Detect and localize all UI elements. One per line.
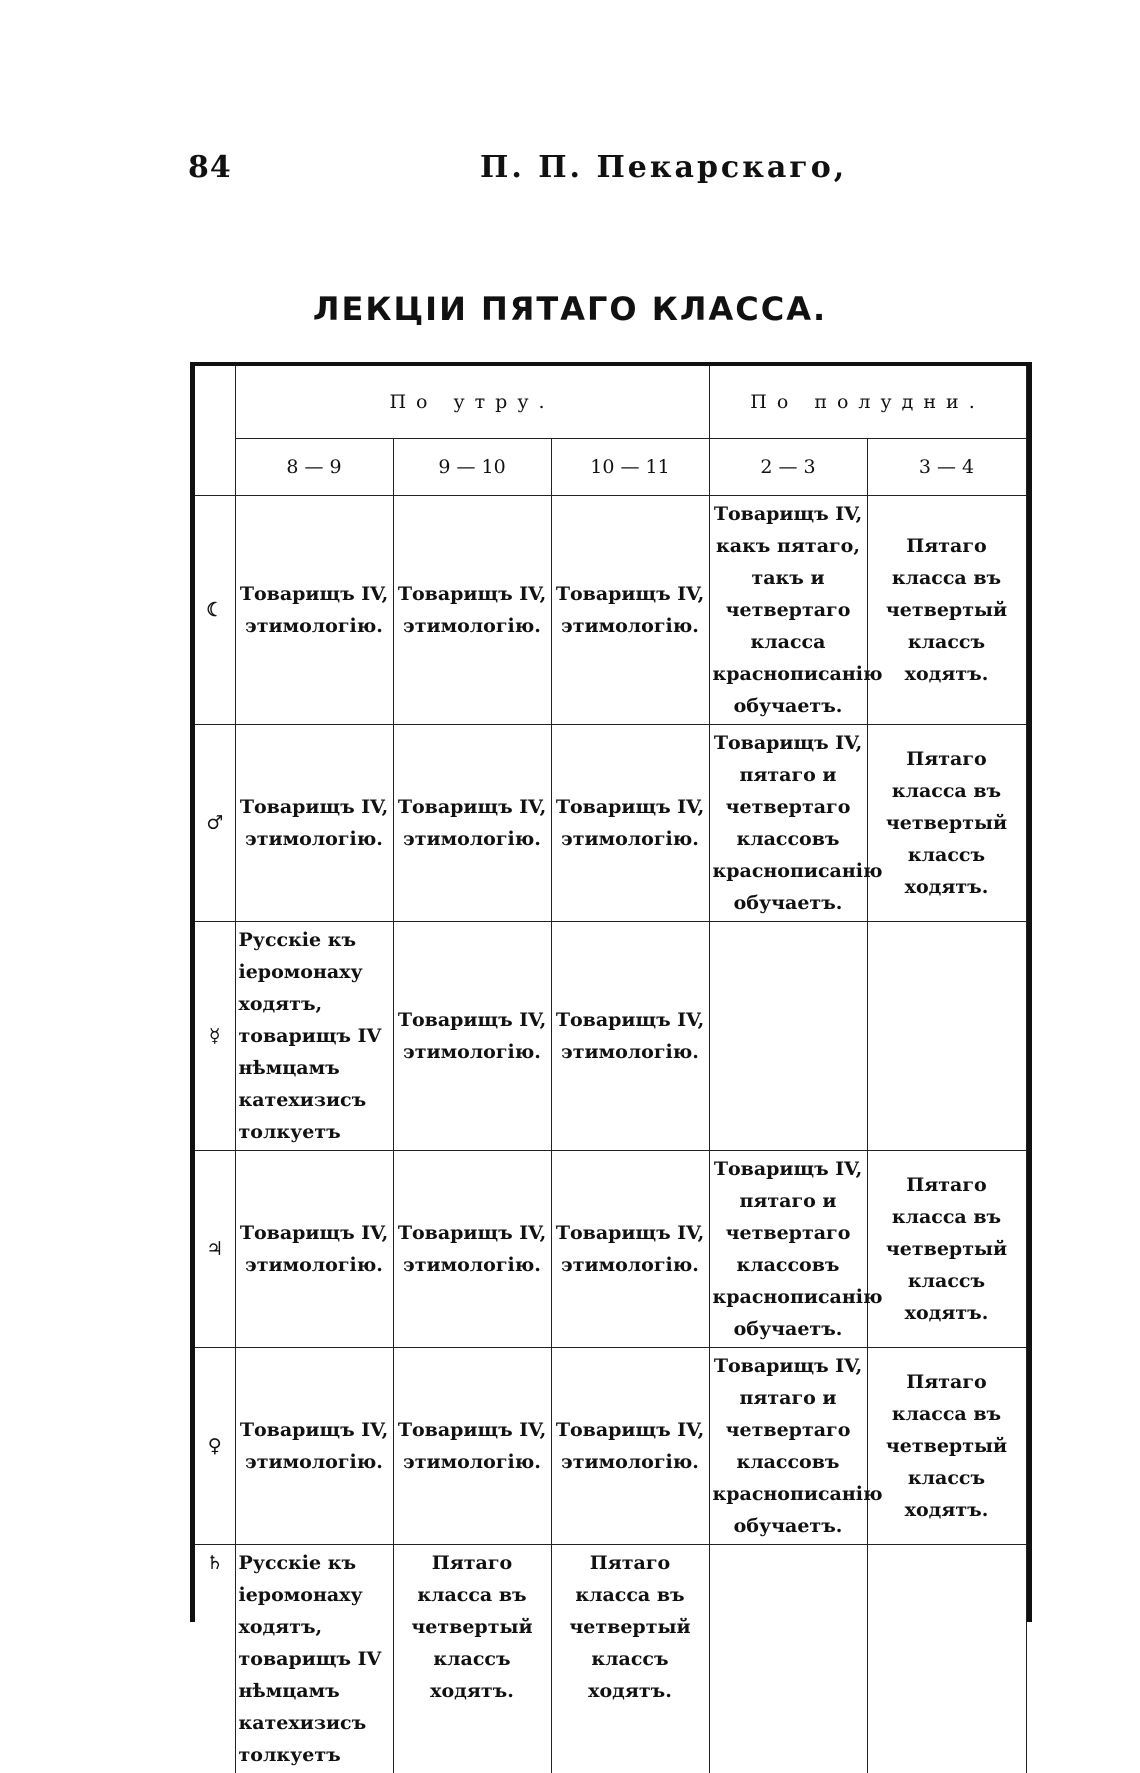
lesson-cell: Товарищъ IV, этимологію. [551, 1348, 709, 1545]
lesson-cell: Товарищъ IV, этимологію. [551, 922, 709, 1151]
lesson-cell: Русскіе къ іеромонаху ходятъ, товарищъ IV нѣмцамъ катехизисъ толкуетъ [235, 1545, 393, 1773]
period-morning: По утру. [235, 364, 709, 439]
day-symbol-thursday: ♃ [195, 1151, 235, 1348]
table-row [195, 1151, 1026, 1348]
lesson-cell: Товарищъ IV, пятаго и четвертаго классовъ краснописанію обучаетъ. [709, 725, 867, 922]
lesson-cell: Пятаго класса въ четвертый классъ ходятъ. [867, 725, 1026, 922]
hour-header: 8 — 9 [235, 439, 393, 496]
lesson-cell [867, 1545, 1026, 1773]
table-row [195, 1545, 1026, 1773]
lesson-cell: Товарищъ IV, этимологію. [393, 1348, 551, 1545]
lesson-cell: Товарищъ IV, этимологію. [551, 496, 709, 725]
lesson-cell: Пятаго класса въ четвертый классъ ходятъ. [867, 1151, 1026, 1348]
lesson-cell: Пятаго класса въ четвертый классъ ходятъ. [867, 1348, 1026, 1545]
hour-header: 10 — 11 [551, 439, 709, 496]
table-row [195, 922, 1026, 1151]
period-afternoon: По полудни. [709, 364, 1026, 439]
lesson-cell: Товарищъ IV, пятаго и четвертаго классовъ краснописанію обучаетъ. [709, 1151, 867, 1348]
lesson-cell: Русскіе къ іеромонаху ходятъ, товарищъ IV нѣмцамъ катехизисъ толкуетъ [235, 922, 393, 1151]
day-symbol-tuesday: ♂ [195, 725, 235, 922]
hour-header: 3 — 4 [867, 439, 1026, 496]
page-number: 84 [188, 150, 232, 185]
lesson-cell: Пятаго класса въ четвертый классъ ходятъ. [867, 496, 1026, 725]
hours-header-row [195, 439, 1026, 496]
lesson-cell: Товарищъ IV, этимологію. [235, 725, 393, 922]
day-symbol-saturday: ♄ [195, 1545, 235, 1773]
lesson-cell [867, 922, 1026, 1151]
table-outer-right-rule [1026, 362, 1032, 1622]
hour-header: 2 — 3 [709, 439, 867, 496]
period-header-row [195, 364, 1026, 439]
table-row [195, 496, 1026, 725]
lesson-cell: Товарищъ IV, этимологію. [393, 496, 551, 725]
lesson-cell [709, 922, 867, 1151]
page-title: ЛЕКЦІИ ПЯТАГО КЛАССА. [312, 290, 828, 328]
lesson-cell: Товарищъ IV, этимологію. [393, 922, 551, 1151]
schedule-table [195, 362, 1027, 1773]
lesson-cell: Товарищъ IV, этимологію. [235, 1151, 393, 1348]
lesson-cell: Товарищъ IV, этимологію. [551, 725, 709, 922]
lesson-cell: Пятаго класса въ четвертый классъ ходятъ. [551, 1545, 709, 1773]
running-head: П. П. Пекарскаго, [480, 150, 848, 185]
hour-header: 9 — 10 [393, 439, 551, 496]
lesson-cell: Товарищъ IV, этимологію. [235, 496, 393, 725]
lesson-cell: Товарищъ IV, пятаго и четвертаго классовъ краснописанію обучаетъ. [709, 1348, 867, 1545]
lesson-cell: Товарищъ IV, этимологію. [235, 1348, 393, 1545]
lesson-cell: Товарищъ IV, какъ пятаго, такъ и четвертаго класса краснописанію обучаетъ. [709, 496, 867, 725]
lesson-cell: Товарищъ IV, этимологію. [393, 1151, 551, 1348]
corner-cell [195, 364, 235, 496]
day-symbol-wednesday: ☿ [195, 922, 235, 1151]
day-symbol-monday: ☾ [195, 496, 235, 725]
lesson-cell [709, 1545, 867, 1773]
table-row [195, 725, 1026, 922]
table-row [195, 1348, 1026, 1545]
lesson-cell: Товарищъ IV, этимологію. [393, 725, 551, 922]
lesson-cell: Пятаго класса въ четвертый классъ ходятъ. [393, 1545, 551, 1773]
lesson-cell: Товарищъ IV, этимологію. [551, 1151, 709, 1348]
day-symbol-friday: ♀ [195, 1348, 235, 1545]
